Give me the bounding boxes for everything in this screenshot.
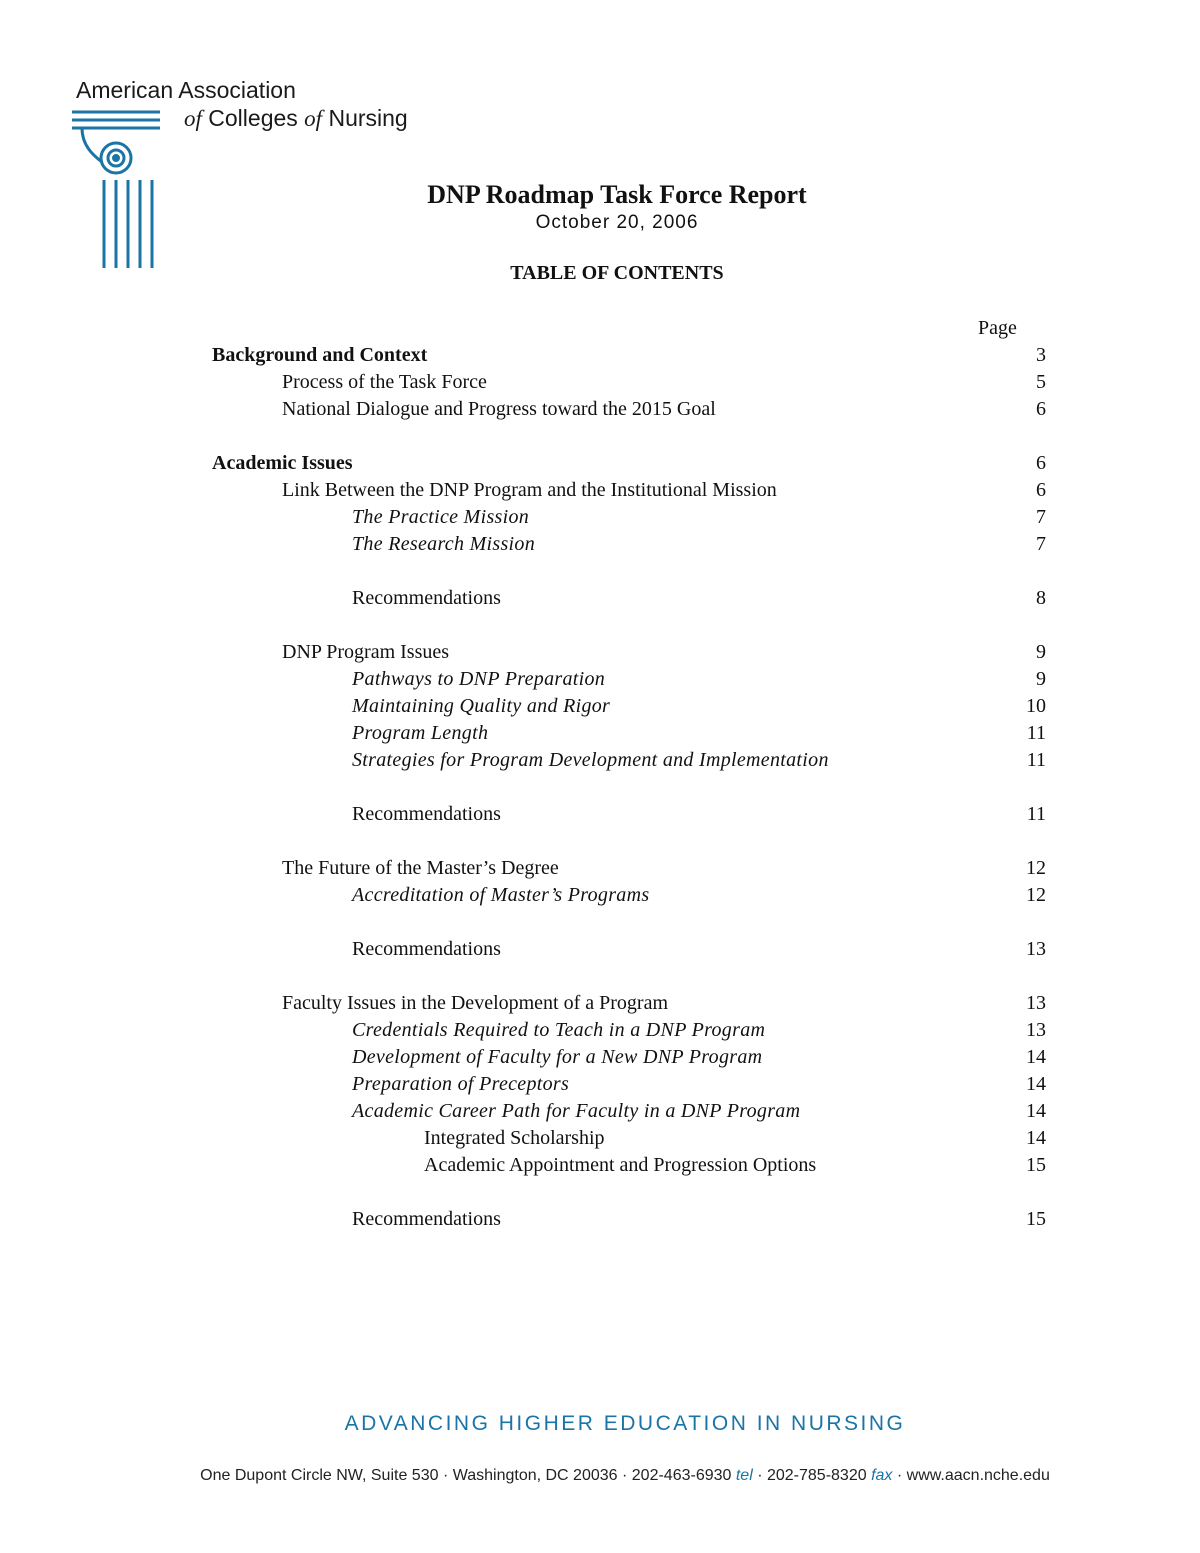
toc-entry-title: Preparation of Preceptors bbox=[352, 1073, 570, 1095]
toc-entry-page-number: 13 bbox=[1026, 938, 1046, 960]
toc-entry bbox=[0, 693, 1200, 720]
footer-fax-number: · 202-785-8320 bbox=[752, 1467, 872, 1484]
toc-spacer bbox=[0, 612, 1200, 639]
organization-name-line2: of Colleges of Nursing bbox=[184, 105, 408, 131]
toc-entry bbox=[0, 1017, 1200, 1044]
toc-entry bbox=[0, 801, 1200, 828]
toc-entry-title: DNP Program Issues bbox=[282, 641, 450, 663]
toc-entry-title: Academic Issues bbox=[212, 452, 353, 474]
toc-entry-title: Academic Appointment and Progression Options bbox=[424, 1154, 817, 1176]
toc-entry-title: Process of the Task Force bbox=[282, 371, 487, 393]
toc-spacer bbox=[0, 963, 1200, 990]
toc-entry-page-number: 8 bbox=[1036, 587, 1046, 609]
toc-spacer bbox=[0, 909, 1200, 936]
toc-entry-page-number: 11 bbox=[1026, 749, 1046, 771]
toc-entry-page-number: 6 bbox=[1036, 398, 1046, 420]
toc-entry bbox=[0, 747, 1200, 774]
toc-entry-page-number: 13 bbox=[1026, 1019, 1046, 1041]
toc-entry-title: Maintaining Quality and Rigor bbox=[352, 695, 611, 717]
toc-entry-page-number: 11 bbox=[1026, 722, 1046, 744]
toc-entry bbox=[0, 396, 1200, 423]
toc-entry-page-number: 6 bbox=[1036, 479, 1046, 501]
toc-spacer bbox=[0, 558, 1200, 585]
toc-entry-title: Development of Faculty for a New DNP Program bbox=[352, 1046, 763, 1068]
toc-entry-title: Program Length bbox=[352, 722, 489, 744]
toc-entry bbox=[0, 855, 1200, 882]
toc-entry-page-number: 12 bbox=[1026, 884, 1046, 906]
footer-tel-label: tel bbox=[735, 1467, 753, 1484]
document-date: October 20, 2006 bbox=[535, 212, 699, 233]
toc-entry-title: Recommendations bbox=[352, 1208, 501, 1230]
toc-entry-title: Faculty Issues in the Development of a Program bbox=[282, 992, 669, 1014]
organization-name bbox=[76, 76, 408, 133]
toc-entry-title: Recommendations bbox=[352, 938, 501, 960]
document-title: DNP Roadmap Task Force Report bbox=[427, 180, 807, 209]
toc-entry-title: Recommendations bbox=[352, 803, 501, 825]
toc-entry-page-number: 14 bbox=[1026, 1046, 1046, 1068]
toc-entry-title: National Dialogue and Progress toward the 2015 Goal bbox=[282, 398, 716, 420]
toc-entry bbox=[0, 477, 1200, 504]
toc-entry bbox=[0, 1152, 1200, 1179]
toc-entry bbox=[0, 882, 1200, 909]
toc-entry-page-number: 15 bbox=[1026, 1208, 1046, 1230]
toc-entry-page-number: 3 bbox=[1036, 344, 1046, 366]
footer-address: One Dupont Circle NW, Suite 530 · Washington, DC 20036 · 202-463-6930 bbox=[200, 1467, 736, 1484]
toc-entry-title: Academic Career Path for Faculty in a DNP Program bbox=[352, 1100, 801, 1122]
toc-entry bbox=[0, 1071, 1200, 1098]
toc-entry bbox=[0, 504, 1200, 531]
toc-spacer bbox=[0, 423, 1200, 450]
toc-entry-title: The Research Mission bbox=[352, 533, 536, 555]
toc-entry-page-number: 13 bbox=[1026, 992, 1046, 1014]
toc-entry bbox=[0, 639, 1200, 666]
toc-entry-title: Recommendations bbox=[352, 587, 501, 609]
toc-entry-title: Pathways to DNP Preparation bbox=[352, 668, 606, 690]
toc-entry-page-number: 7 bbox=[1036, 506, 1046, 528]
toc-entry-title: Credentials Required to Teach in a DNP Program bbox=[352, 1019, 766, 1041]
toc-entry-page-number: 15 bbox=[1026, 1154, 1046, 1176]
footer-tagline: ADVANCING HIGHER EDUCATION IN NURSING bbox=[344, 1412, 906, 1435]
footer-contact bbox=[0, 1467, 1200, 1485]
toc-entry-page-number: 11 bbox=[1026, 803, 1046, 825]
toc-entry-page-number: 12 bbox=[1026, 857, 1046, 879]
table-of-contents bbox=[0, 342, 1200, 1233]
footer-fax-label: fax bbox=[871, 1467, 893, 1484]
toc-entry bbox=[0, 1125, 1200, 1152]
toc-entry-page-number: 14 bbox=[1026, 1073, 1046, 1095]
toc-entry-page-number: 10 bbox=[1026, 695, 1046, 717]
toc-entry-page-number: 5 bbox=[1036, 371, 1046, 393]
toc-entry-title: Background and Context bbox=[212, 344, 428, 366]
toc-heading: TABLE OF CONTENTS bbox=[510, 262, 724, 284]
toc-entry-page-number: 6 bbox=[1036, 452, 1046, 474]
toc-entry bbox=[0, 720, 1200, 747]
toc-entry-title: Strategies for Program Development and Implementation bbox=[352, 749, 829, 771]
toc-entry-title: The Future of the Master’s Degree bbox=[282, 857, 559, 879]
toc-entry bbox=[0, 1206, 1200, 1233]
toc-entry-title: The Practice Mission bbox=[352, 506, 530, 528]
toc-spacer bbox=[0, 828, 1200, 855]
toc-entry bbox=[0, 666, 1200, 693]
toc-entry-title: Integrated Scholarship bbox=[424, 1127, 605, 1149]
toc-spacer bbox=[0, 1179, 1200, 1206]
organization-name-line1: American Association bbox=[76, 77, 296, 103]
toc-entry bbox=[0, 990, 1200, 1017]
toc-entry-title: Link Between the DNP Program and the Institutional Mission bbox=[282, 479, 777, 501]
toc-entry-page-number: 14 bbox=[1026, 1127, 1046, 1149]
toc-entry bbox=[0, 1044, 1200, 1071]
toc-entry bbox=[0, 342, 1200, 369]
toc-entry-page-number: 9 bbox=[1036, 641, 1046, 663]
toc-entry bbox=[0, 369, 1200, 396]
toc-spacer bbox=[0, 774, 1200, 801]
toc-entry bbox=[0, 450, 1200, 477]
toc-entry bbox=[0, 936, 1200, 963]
aacn-logo bbox=[68, 76, 448, 276]
toc-entry bbox=[0, 585, 1200, 612]
toc-entry-page-number: 14 bbox=[1026, 1100, 1046, 1122]
toc-entry bbox=[0, 531, 1200, 558]
toc-entry-title: Accreditation of Master’s Programs bbox=[352, 884, 650, 906]
toc-entry-page-number: 9 bbox=[1036, 668, 1046, 690]
footer-website: · www.aacn.nche.edu bbox=[892, 1467, 1050, 1484]
toc-entry bbox=[0, 1098, 1200, 1125]
toc-entry-page-number: 7 bbox=[1036, 533, 1046, 555]
page-column-label: Page bbox=[978, 317, 1017, 339]
